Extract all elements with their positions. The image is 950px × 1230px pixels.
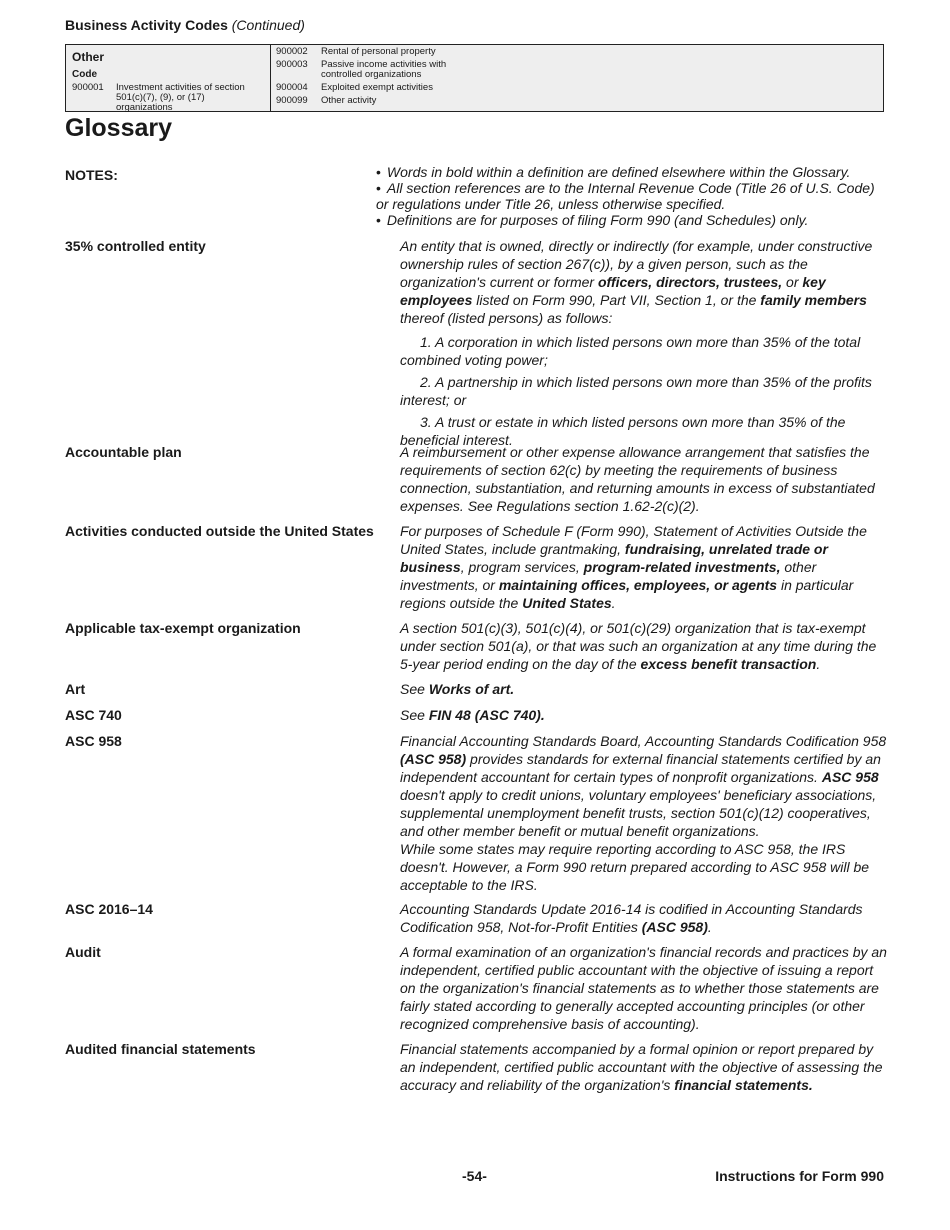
page-number: -54- <box>462 1168 487 1184</box>
code-description: Rental of personal property <box>321 46 436 57</box>
glossary-term: Applicable tax-exempt organization <box>65 620 301 636</box>
glossary-term: ASC 958 <box>65 733 122 749</box>
header-title: Business Activity Codes <box>65 17 228 33</box>
glossary-term: Activities conducted outside the United States <box>65 523 374 539</box>
note-item: • All section references are to the Internal Revenue Code (Title 26 of U.S. Code) or regulations under Title 26, unless otherwise specified. <box>376 180 875 212</box>
code-description: Investment activities of section 501(c)(7), (9), or (17) organizations <box>116 82 245 113</box>
definition-subitem: 1. A corporation in which listed persons own more than 35% of the total combined voting power; <box>400 334 861 368</box>
bullet-icon: • <box>376 164 381 180</box>
bullet-icon: • <box>376 180 381 196</box>
definition-subitem: 3. A trust or estate in which listed persons own more than 35% of the beneficial interest. <box>400 414 846 448</box>
glossary-definition: Financial statements accompanied by a formal opinion or report prepared by an independent, certified public accountant with the objective of assessing the accuracy and reliability of the organization's financial statements. <box>400 1041 883 1093</box>
glossary-title: Glossary <box>65 114 173 142</box>
definition-subitem: 2. A partnership in which listed persons own more than 35% of the profits interest; or <box>400 374 872 408</box>
definition-paragraph: While some states may require reporting according to ASC 958, the IRS doesn't. However, a Form 990 return prepared according to ASC 958 will be acceptable to the IRS. <box>400 841 870 893</box>
glossary-definition: For purposes of Schedule F (Form 990), Statement of Activities Outside the United States, include grantmaking, fundraising, unrelated trade or business, program services, program-related investments, other investments, or maintaining offices, employees, or agents in particular regions outside the United States. <box>400 523 867 611</box>
glossary-definition: See Works of art. <box>400 681 515 697</box>
glossary-definition: Accounting Standards Update 2016-14 is codified in Accounting Standards Codification 958, Not-for-Profit Entities (ASC 958). <box>400 901 863 935</box>
glossary-term: Audited financial statements <box>65 1041 256 1057</box>
glossary-term: Art <box>65 681 86 697</box>
codes-left-column <box>66 45 271 111</box>
code-number: 900001 <box>72 82 104 93</box>
glossary-term: 35% controlled entity <box>65 238 206 254</box>
notes-list <box>376 164 886 228</box>
note-item: • Words in bold within a definition are defined elsewhere within the Glossary. <box>376 164 851 180</box>
bullet-icon: • <box>376 212 381 228</box>
header-continued: (Continued) <box>231 17 305 33</box>
glossary-definition: A reimbursement or other expense allowance arrangement that satisfies the requirements of section 62(c) by meeting the requirements of business connection, substantiation, and returning amounts in excess of substantiated expenses. See Regulations section 1.62-2(c)(2). <box>400 444 875 514</box>
codes-column-label: Code <box>72 69 97 80</box>
glossary-term: Audit <box>65 944 101 960</box>
code-description: Exploited exempt activities <box>321 82 433 93</box>
glossary-definition: See FIN 48 (ASC 740). <box>400 707 545 723</box>
glossary-definition: Financial Accounting Standards Board, Accounting Standards Codification 958 (ASC 958) provides standards for external financial statements certified by an independent accountant for certain types of nonprofit organizations. ASC 958 doesn't apply to credit unions, voluntary employees' beneficiary associations, supplemental unemployment benefit trusts, section 501(c)(12) cooperatives, and other member benefit or mutual benefit organizations. While some states may require reporting according to ASC 958, the IRS doesn't. However, a Form 990 return prepared according to ASC 958 will be acceptable to the IRS. <box>400 733 887 893</box>
code-number: 900004 <box>276 82 308 93</box>
continued-header <box>65 17 305 33</box>
glossary-definition: An entity that is owned, directly or indirectly (for example, under constructive ownership rules of section 267(c)), by a given person, such as the organization's current or former officers, directors, trustees, or key employees listed on Form 990, Part VII, Section 1, or the family members thereof (listed persons) as follows: 1. A corporation in which listed persons own more than 35% of the total combined voting power; 2. A partnership in which listed persons own more than 35% of the profits interest; or 3. A trust or estate in which listed persons own more than 35% of the beneficial interest. <box>400 237 888 449</box>
code-description: Passive income activities with controlled organizations <box>321 59 447 80</box>
glossary-term: ASC 2016–14 <box>65 901 153 917</box>
codes-group-heading: Other <box>72 50 105 64</box>
glossary-definition: A formal examination of an organization's financial records and practices by an independent, certified public accountant with the objective of issuing a report on the organization's financial statements as to whether those statements are fairly stated according to generally accepted accounting principles (or other recognized comprehensive basis of accounting). <box>400 944 887 1032</box>
code-number: 900003 <box>276 59 308 70</box>
note-item: • Definitions are for purposes of filing Form 990 (and Schedules) only. <box>376 212 809 228</box>
notes-label: NOTES: <box>65 167 118 183</box>
code-description: Other activity <box>321 95 377 106</box>
footer-title: Instructions for Form 990 <box>715 1168 884 1184</box>
glossary-term: Accountable plan <box>65 444 182 460</box>
code-number: 900099 <box>276 95 308 106</box>
glossary-definition: A section 501(c)(3), 501(c)(4), or 501(c)(29) organization that is tax-exempt under section 501(a), or that was such an organization at any time during the 5-year period ending on the day of the excess benefit transaction. <box>400 620 877 672</box>
activity-codes-table <box>65 44 884 112</box>
glossary-term: ASC 740 <box>65 707 122 723</box>
code-number: 900002 <box>276 46 308 57</box>
